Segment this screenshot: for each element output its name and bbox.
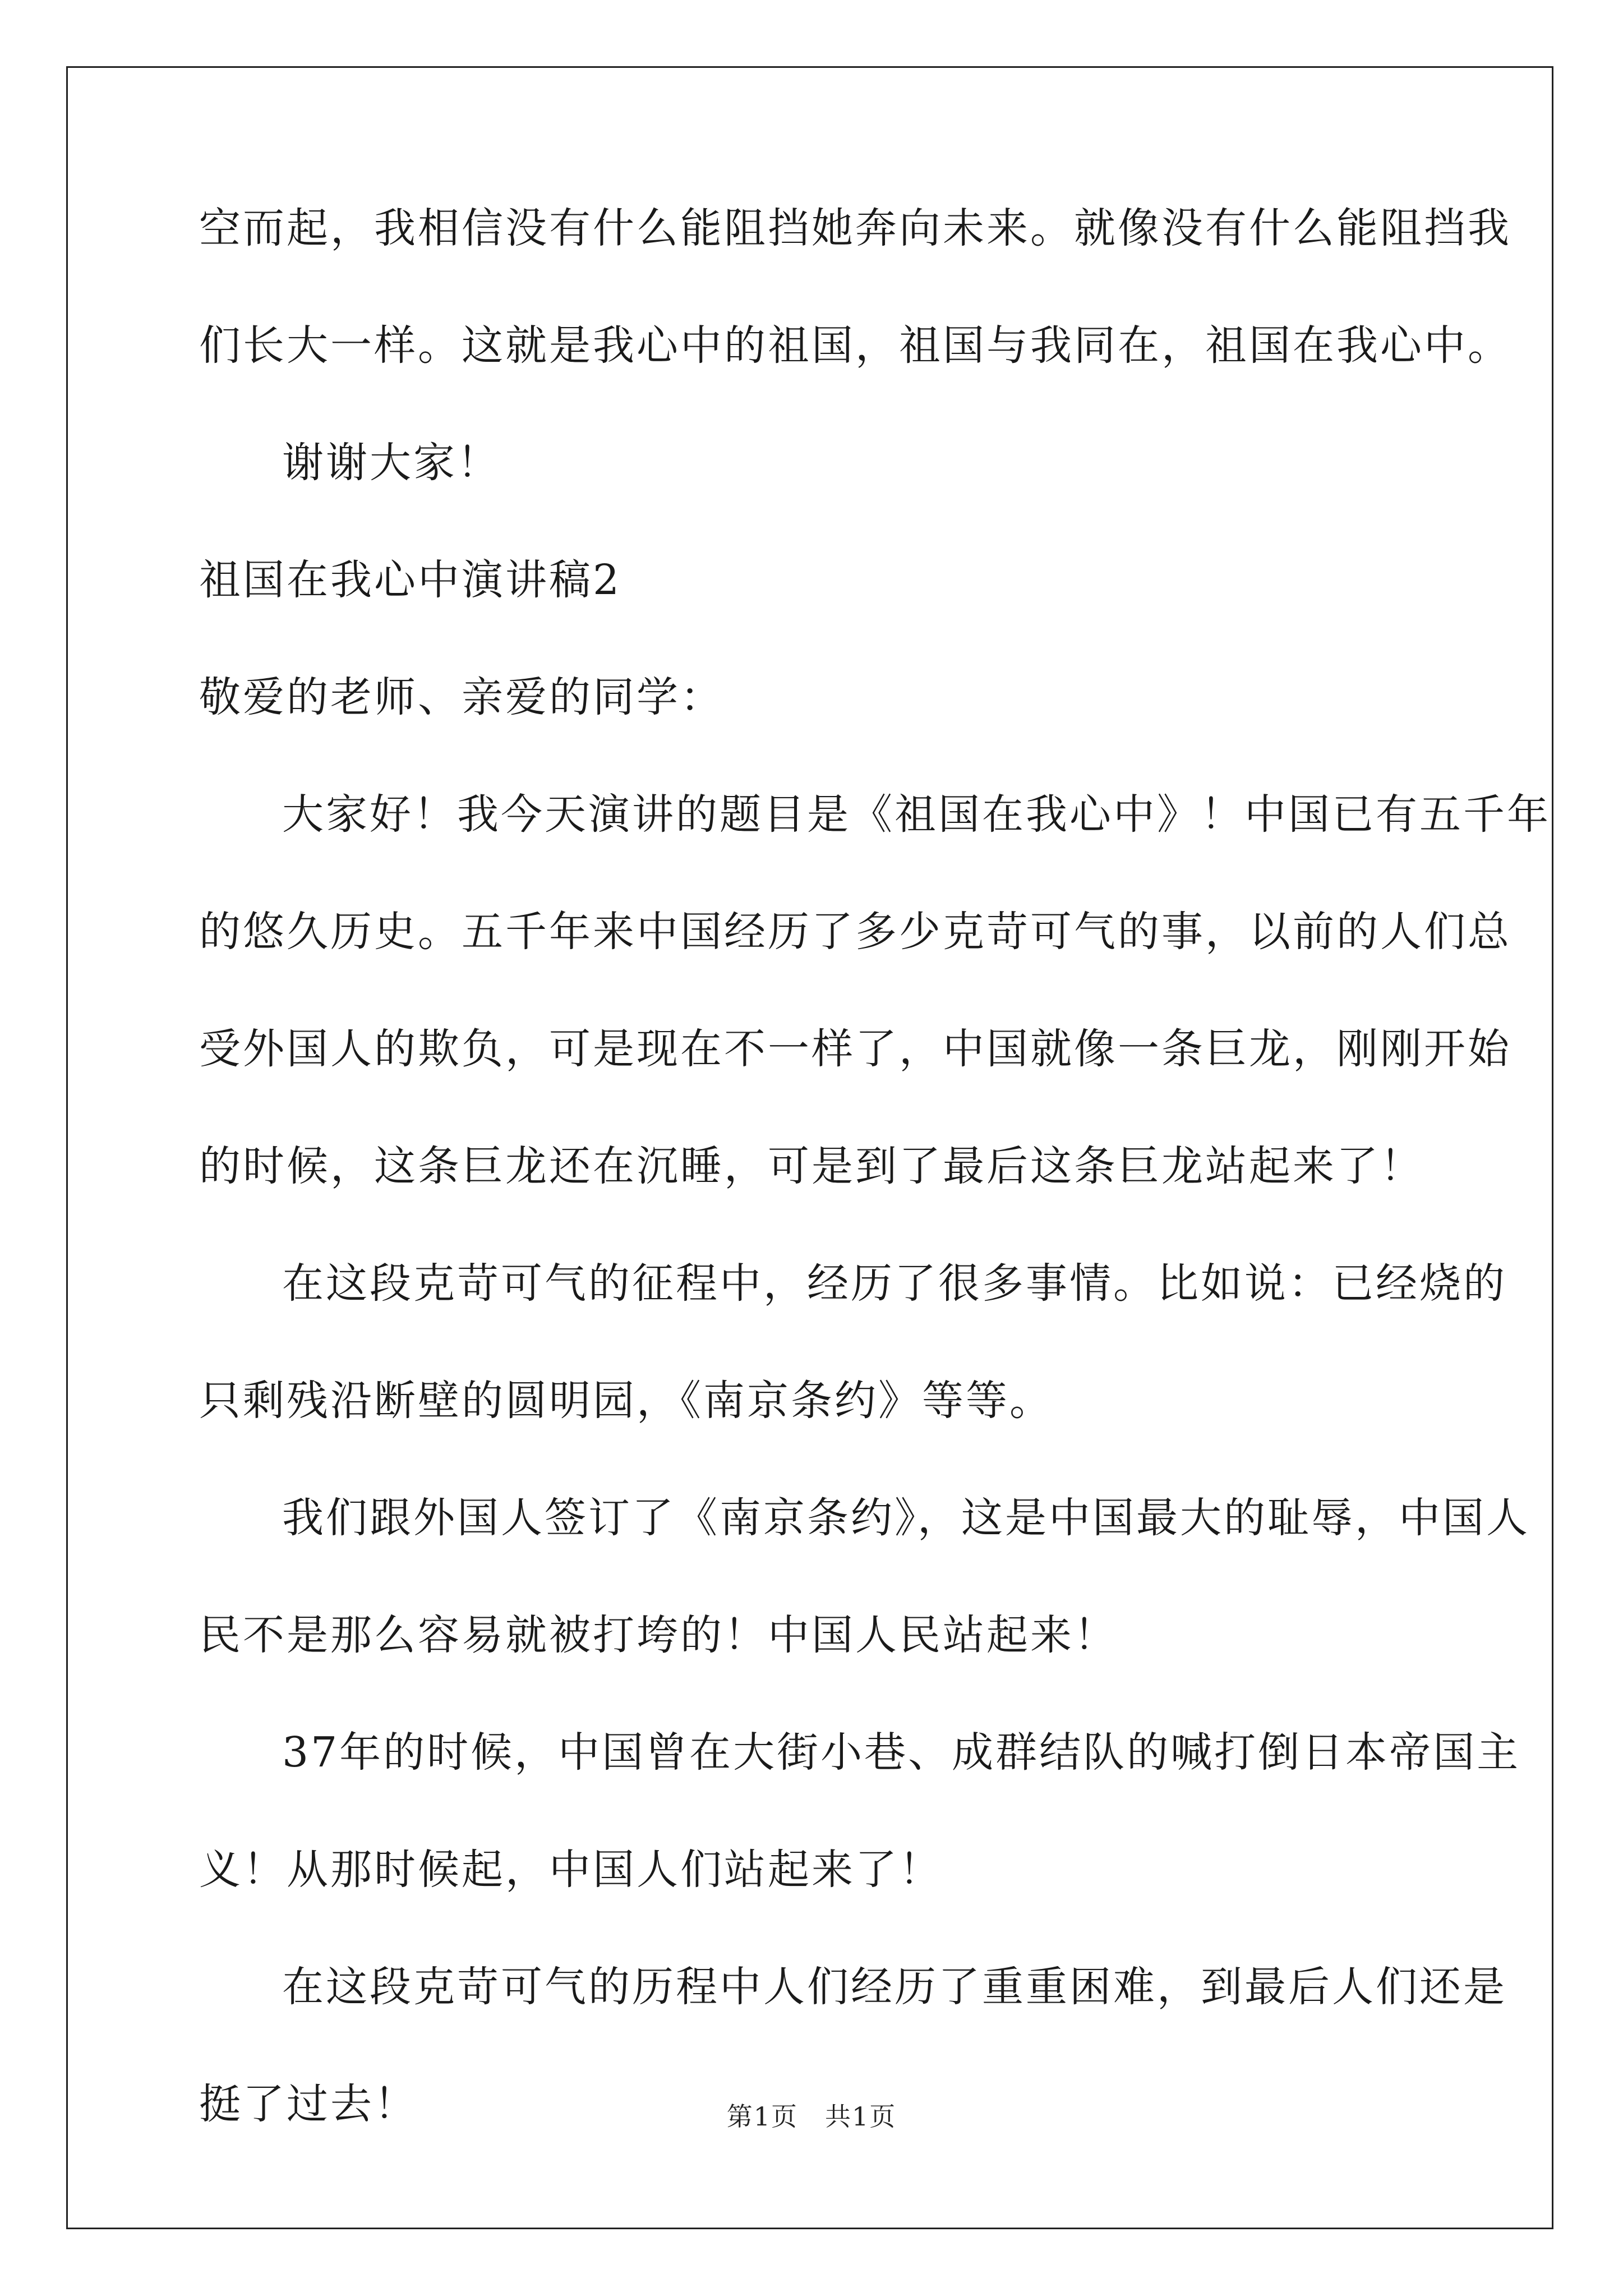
text-line: 在这段克苛可气的历程中人们经历了重重困难，到最后人们还是 — [282, 1963, 1507, 2011]
page-number-footer: 第1页 共1页 — [726, 2101, 897, 2132]
text-line: 只剩残沿断壁的圆明园，《南京条约》等等。 — [199, 1377, 1053, 1425]
salutation: 敬爱的老师、亲爱的同学： — [199, 673, 724, 721]
text-line: 挺了过去！ — [199, 2080, 418, 2128]
text-line: 们长大一样。这就是我心中的祖国，祖国与我同在，祖国在我心中。 — [199, 321, 1511, 370]
text-line: 民不是那么容易就被打垮的！中国人民站起来！ — [199, 1611, 1118, 1659]
text-line: 我们跟外国人签订了《南京条约》，这是中国最大的耻辱，中国人 — [282, 1494, 1530, 1542]
document-body — [199, 204, 1551, 2201]
text-line: 谢谢大家！ — [282, 439, 501, 487]
text-line: 的悠久历史。五千年来中国经历了多少克苛可气的事，以前的人们总 — [199, 908, 1511, 956]
text-line: 在这段克苛可气的征程中，经历了很多事情。比如说：已经烧的 — [282, 1259, 1507, 1308]
text-line: 受外国人的欺负，可是现在不一样了，中国就像一条巨龙，刚刚开始 — [199, 1025, 1511, 1073]
text-line: 的时候，这条巨龙还在沉睡，可是到了最后这条巨龙站起来了！ — [199, 1142, 1424, 1190]
section-title: 祖国在我心中演讲稿2 — [199, 556, 622, 604]
text-line: 空而起，我相信没有什么能阻挡她奔向未来。就像没有什么能阻挡我 — [199, 204, 1511, 252]
text-line: 大家好！我今天演讲的题目是《祖国在我心中》！中国已有五千年 — [282, 790, 1551, 839]
text-line: 义！从那时候起，中国人们站起来了！ — [199, 1846, 943, 1894]
text-line: 37年的时候，中国曾在大街小巷、成群结队的喊打倒日本帝国主 — [282, 1728, 1521, 1777]
